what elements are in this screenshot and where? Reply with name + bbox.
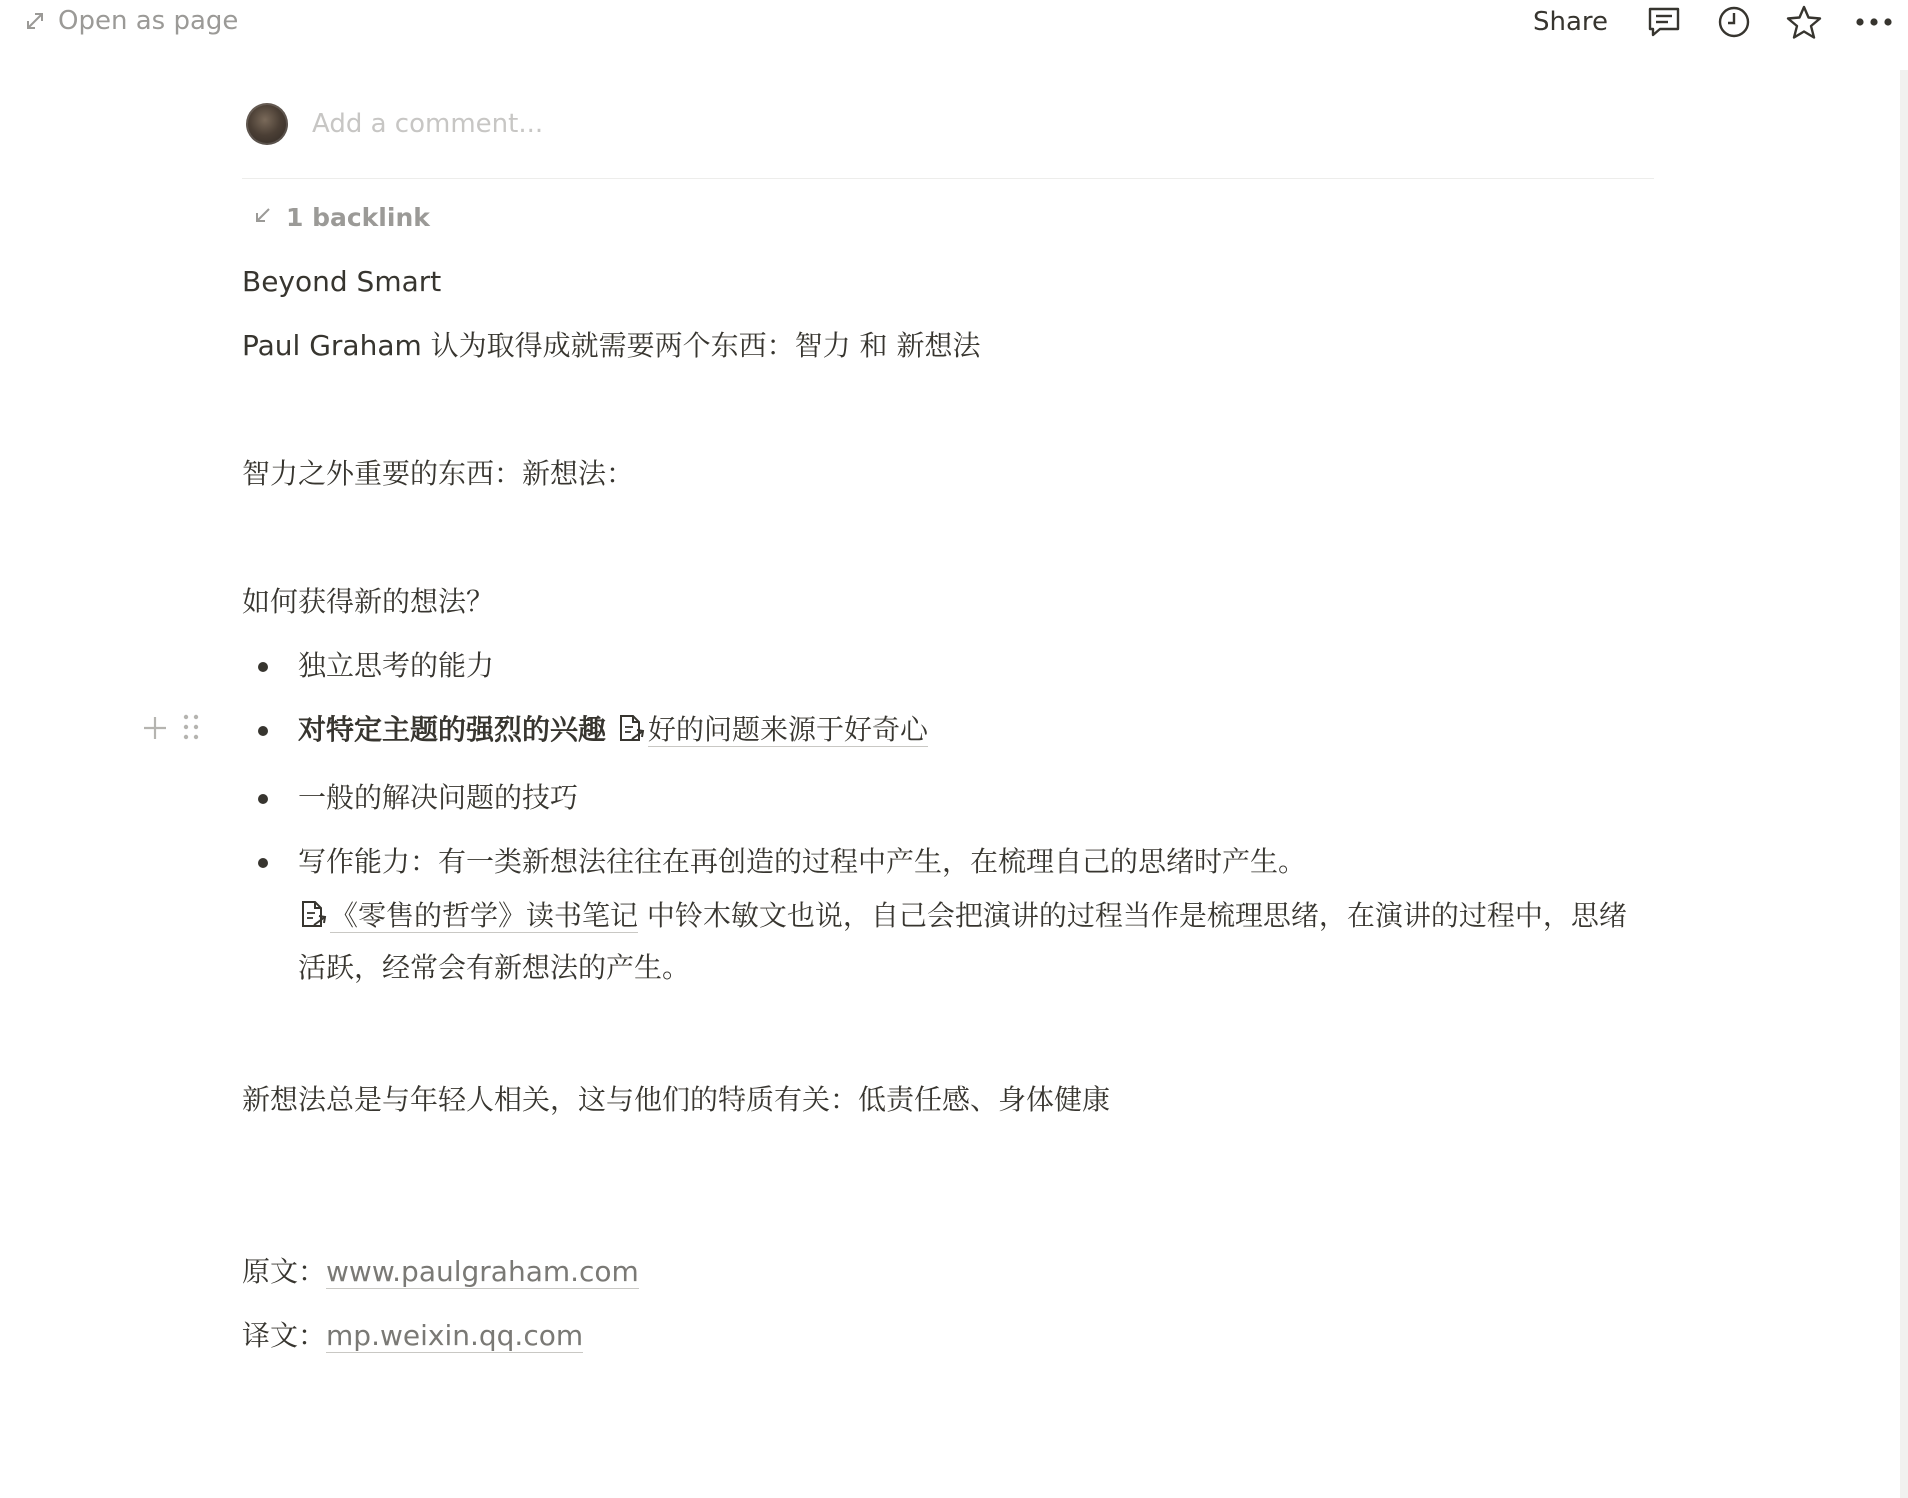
backlinks-label: 1 backlink [286, 203, 430, 232]
bullet-dot [258, 858, 268, 868]
bullet-text-bold: 对特定主题的强烈的兴趣 [298, 713, 607, 746]
backlinks-toggle[interactable] [242, 203, 1654, 232]
top-bar [0, 0, 1908, 56]
translation-label: 译文： [242, 1319, 327, 1352]
divider [242, 178, 1654, 179]
sub-paragraph-text: 中铃木敏文也说，自己会把演讲的过程当作是梳理思绪，在演讲的过程中，思绪活跃，经常会有新想法的产生。 [298, 899, 1627, 984]
text-block-youth[interactable]: 新想法总是与年轻人相关，这与他们的特质有关：低责任感、身体健康 [242, 1083, 1111, 1116]
more-icon[interactable] [1852, 2, 1896, 42]
add-block-icon[interactable] [142, 712, 168, 752]
bullet-text: 一般的解决问题的技巧 [298, 781, 579, 814]
avatar [246, 103, 288, 145]
comment-input[interactable] [310, 108, 1114, 140]
sub-paragraph[interactable] [298, 892, 1654, 992]
text-block-beyond-intelligence[interactable]: 智力之外重要的东西：新想法： [242, 457, 635, 490]
page-link-retail-philosophy[interactable]: 《零售的哲学》读书笔记 [330, 899, 639, 932]
scrollbar[interactable] [1900, 70, 1908, 1498]
original-link[interactable]: www.paulgraham.com [326, 1255, 639, 1288]
text-block-original[interactable] [242, 1252, 1654, 1292]
block-handle [142, 712, 200, 752]
bullet-item[interactable] [242, 710, 1654, 754]
comments-icon[interactable] [1642, 2, 1686, 42]
text-block-intro[interactable]: Paul Graham 认为取得成就需要两个东西：智力 和 新想法 [242, 329, 981, 362]
share-button[interactable]: Share [1532, 7, 1608, 37]
bullet-dot [258, 794, 268, 804]
page-link-icon [616, 713, 646, 754]
expand-arrows-icon [24, 10, 46, 32]
page-link-icon [298, 896, 328, 944]
bullet-item[interactable] [242, 842, 1654, 882]
open-as-page-label: Open as page [58, 6, 239, 36]
text-block-title[interactable]: Beyond Smart [242, 265, 442, 298]
text-block-how-question[interactable]: 如何获得新的想法？ [242, 585, 495, 618]
bullet-dot [258, 726, 268, 736]
bullet-list [242, 646, 1654, 882]
bullet-text: 写作能力：有一类新想法往往在再创造的过程中产生，在梳理自己的思绪时产生。 [298, 845, 1307, 878]
bullet-item[interactable] [242, 778, 1654, 818]
translation-link[interactable]: mp.weixin.qq.com [326, 1319, 584, 1352]
open-as-page-button[interactable] [24, 6, 238, 36]
history-icon[interactable] [1712, 2, 1756, 42]
text-block-translation[interactable] [242, 1316, 1654, 1356]
backlink-arrow-icon [252, 203, 274, 232]
bullet-dot [258, 662, 268, 672]
bullet-text: 独立思考的能力 [298, 649, 495, 682]
page-content [242, 96, 1654, 1356]
top-actions [1533, 2, 1896, 42]
bullet-item[interactable] [242, 646, 1654, 686]
drag-handle-icon[interactable] [182, 712, 200, 752]
original-label: 原文： [242, 1255, 327, 1288]
page-link-curiosity[interactable]: 好的问题来源于好奇心 [648, 713, 929, 746]
favorite-star-icon[interactable] [1782, 2, 1826, 42]
comment-row [242, 96, 1654, 152]
